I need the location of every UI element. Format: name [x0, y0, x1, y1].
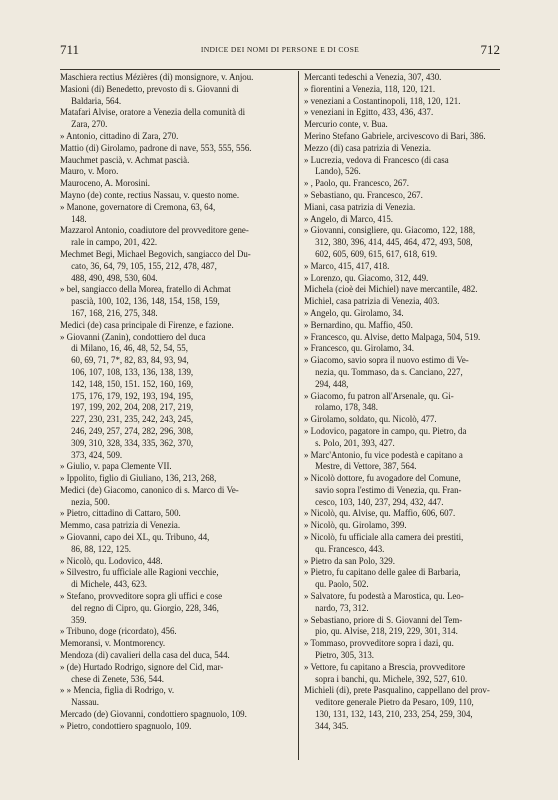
index-line: di Milano, 16, 46, 48, 52, 54, 55, [60, 343, 188, 354]
left-page-number: 711 [60, 42, 80, 57]
index-line: » Lodovico, pagatore in campo, qu. Pietro, da [304, 425, 467, 436]
index-line: » Stefano, provveditore sopra gli uffici e cose [60, 591, 223, 602]
index-line: » Sebastiano, qu. Francesco, 267. [304, 189, 423, 200]
index-line: Michieli (di), prete Pasqualino, cappellano del prov- [304, 685, 490, 696]
index-line: 60, 69, 71, 7*, 82, 83, 84, 93, 94, [60, 355, 189, 366]
index-line: Nassau. [60, 697, 99, 708]
index-line: chese di Zenete, 536, 544. [60, 673, 165, 684]
index-line: » bel, sangiacco della Morea, fratello di Achmat [60, 284, 231, 295]
index-line: » Nicolò, qu. Alvise, qu. Maffio, 606, 607. [304, 508, 456, 519]
index-line: Mestre, di Vettore, 387, 564. [304, 461, 417, 472]
index-line: » veneziani a Costantinopoli, 118, 120, 121. [304, 95, 461, 106]
index-line: sopra i banchi, qu. Michele, 392, 527, 610. [304, 673, 468, 684]
index-line: pio, qu. Alvise, 218, 219, 229, 301, 314. [304, 626, 458, 637]
index-line: Mercurio conte, v. Bua. [304, 119, 388, 130]
index-line: » Pietro da san Polo, 329. [304, 555, 395, 566]
index-line: del regno di Cipro, qu. Giorgio, 228, 346, [60, 602, 219, 613]
index-line: » Lucrezia, vedova di Francesco (di casa [304, 154, 449, 165]
index-line: » Salvatore, fu podestà a Marostica, qu. Leo- [304, 591, 464, 602]
index-line: Mayno (de) conte, rectius Nassau, v. questo nome. [60, 189, 240, 200]
index-line: rale in campo, 201, 422. [60, 237, 158, 248]
index-line: » veneziani in Egitto, 433, 436, 437. [304, 107, 434, 118]
index-line: Mattio (di) Girolamo, padrone di nave, 553, 555, 556. [60, 142, 252, 153]
index-line: 130, 131, 132, 143, 210, 233, 254, 259, 304, [304, 709, 473, 720]
index-line: Mazzarol Antonio, coadiutore del provveditore gene- [60, 225, 249, 236]
index-line: Michiel, casa patrizia di Venezia, 403. [304, 296, 440, 307]
index-line: Memmo, casa patrizia di Venezia. [60, 520, 181, 531]
index-line: 602, 605, 609, 615, 617, 618, 619. [304, 248, 438, 259]
index-line: Mauro, v. Moro. [60, 166, 119, 177]
header-rule [60, 69, 500, 70]
index-line: » » Mencia, figlia di Rodrigo, v. [60, 685, 175, 696]
index-line: Baldaria, 564. [60, 95, 122, 106]
index-line: 227, 230, 231, 235, 242, 243, 245, [60, 414, 194, 425]
index-line: Mendoza (di) cavalieri della casa del duca, 544. [60, 650, 230, 661]
index-line: » Nicolò dottore, fu avogadore del Comune, [304, 473, 461, 484]
index-line: » Nicolò, qu. Girolamo, 399. [304, 520, 407, 531]
index-line: di Michele, 443, 623. [60, 579, 148, 590]
index-line: » Sebastiano, priore di S. Giovanni del Tem- [304, 614, 463, 625]
index-line: » Giulio, v. papa Clemente VII. [60, 461, 172, 472]
index-line: 175, 176, 179, 192, 193, 194, 195, [60, 390, 194, 401]
index-line: » Angelo, qu. Girolamo, 34. [304, 307, 404, 318]
index-line: » Giacomo, savio sopra il nuovo estimo di Ve- [304, 355, 469, 366]
index-line: Memoransi, v. Montmorency. [60, 638, 166, 649]
index-line: Zara, 270. [60, 119, 108, 130]
index-line: » Manone, governatore di Cremona, 63, 64, [60, 201, 216, 212]
index-line: » fiorentini a Venezia, 118, 120, 121. [304, 83, 436, 94]
index-line: nezia, qu. Tommaso, da s. Canciano, 227, [304, 366, 463, 377]
index-line: 359. [60, 614, 87, 625]
index-line: 86, 88, 122, 125. [60, 543, 131, 554]
index-line: Medici (de) Giacomo, canonico di s. Marco di Ve- [60, 484, 239, 495]
index-line: » (de) Hurtado Rodrigo, signore del Cid, mar- [60, 661, 224, 672]
index-line: » Nicolò, qu. Lodovico, 448. [60, 555, 163, 566]
index-line: Merino Stefano Gabriele, arcivescovo di Bari, 386. [304, 130, 486, 141]
index-line: veditore generale Pietro da Pesaro, 109, 110, [304, 697, 474, 708]
index-line: nardo, 73, 312. [304, 602, 369, 613]
index-line: 142, 148, 150, 151. 152, 160, 169, [60, 378, 194, 389]
index-line: » Francesco, qu. Alvise, detto Malpaga, 504, 519. [304, 331, 481, 342]
index-line: Mauchmet pascià, v. Achmat pascià. [60, 154, 190, 165]
index-line: » Pietro, fu capitano delle galee di Barbaria, [304, 567, 461, 578]
index-line: » Girolamo, soldato, qu. Nicolò, 477. [304, 414, 437, 425]
index-line: 294, 448, [304, 378, 349, 389]
right-page-number: 712 [480, 42, 500, 57]
index-line: » Vettore, fu capitano a Brescia, provveditore [304, 661, 466, 672]
index-line: pascià, 100, 102, 136, 148, 154, 158, 159, [60, 296, 220, 307]
index-line: Maschiera rectius Mézières (di) monsignore, v. Anjou. [60, 72, 254, 82]
index-column-left [60, 72, 294, 733]
index-line: » Antonio, cittadino di Zara, 270. [60, 130, 179, 141]
index-line: qu. Paolo, 502. [304, 579, 369, 590]
index-line: » Marc'Antonio, fu vice podestà e capitano a [304, 449, 463, 460]
index-line: Mezzo (di) casa patrizia di Venezia. [304, 142, 431, 153]
index-line: 488, 490, 498, 530, 604. [60, 272, 158, 283]
index-line: » Ippolito, figlio di Giuliano, 136, 213, 268, [60, 473, 217, 484]
index-line: Medici (de) casa principale di Firenze, e fazione. [60, 319, 234, 330]
index-line: » Giovanni, consigliere, qu. Giacomo, 122, 188, [304, 225, 476, 236]
index-line: » Tribuno, doge (ricordato), 456. [60, 626, 177, 637]
index-line: nezia, 500. [60, 496, 110, 507]
index-line: » Pietro, condottiero spagnuolo, 109. [60, 720, 192, 731]
index-line: Miani, casa patrizia di Venezia. [304, 201, 416, 212]
index-line: Lando), 526. [304, 166, 361, 177]
index-line: » Lorenzo, qu. Giacomo, 312, 449. [304, 272, 429, 283]
index-line: » Angelo, di Marco, 415. [304, 213, 393, 224]
index-line: » Bernardino, qu. Maffio, 450. [304, 319, 413, 330]
index-line: 373, 424, 509. [60, 449, 123, 460]
index-line: » Giovanni (Zanin), condottiero del duca [60, 331, 206, 342]
index-line: » , Paolo, qu. Francesco, 267. [304, 178, 410, 189]
index-line: 246, 249, 257, 274, 282, 296, 308, [60, 425, 194, 436]
index-line: » Francesco, qu. Girolamo, 34. [304, 343, 414, 354]
index-line: » Nicolò, fu ufficiale alla camera dei prestiti, [304, 532, 464, 543]
index-line: 309, 310, 328, 334, 335, 362, 370, [60, 437, 194, 448]
index-line: Masioni (di) Benedetto, prevosto di s. Giovanni di [60, 83, 239, 94]
index-line: » Tommaso, provveditore sopra i dazi, qu. [304, 638, 454, 649]
index-line: cesco, 103, 140, 237, 294, 432, 447. [304, 496, 444, 507]
index-line: » Giovanni, capo dei XL, qu. Tribuno, 44, [60, 532, 210, 543]
index-line: 344, 345. [304, 720, 349, 731]
index-line: » Marco, 415, 417, 418. [304, 260, 390, 271]
index-line: » Silvestro, fu ufficiale alle Ragioni vecchie, [60, 567, 219, 578]
index-line: Mauroceno, A. Morosini. [60, 178, 150, 189]
index-line: cato, 36, 64, 79, 105, 155, 212, 478, 487, [60, 260, 217, 271]
index-line: » Pietro, cittadino di Cattaro, 500. [60, 508, 181, 519]
running-title: INDICE DEI NOMI DI PERSONE E DI COSE [200, 45, 360, 54]
index-line: 312, 380, 396, 414, 445, 464, 472, 493, 508, [304, 237, 473, 248]
index-line: » Giacomo, fu patron all'Arsenale, qu. Gi- [304, 390, 454, 401]
index-line: 106, 107, 108, 133, 136, 138, 139, [60, 366, 194, 377]
index-line: qu. Francesco, 443. [304, 543, 385, 554]
index-line: Michela (cioè dei Michiel) nave mercantile, 482. [304, 284, 478, 295]
index-line: rolamo, 178, 348. [304, 402, 378, 413]
index-line: s. Polo, 201, 393, 427. [304, 437, 395, 448]
index-line: Matafari Alvise, oratore a Venezia della comunità di [60, 107, 246, 118]
index-line: Mercanti tedeschi a Venezia, 307, 430. [304, 72, 442, 82]
index-column-right [304, 72, 502, 733]
index-line: Pietro, 305, 313. [304, 650, 375, 661]
index-line: 148. [60, 213, 87, 224]
index-line: 167, 168, 216, 275, 348. [60, 307, 158, 318]
page-header [60, 42, 500, 60]
index-line: Mercado (de) Giovanni, condottiero spagnuolo, 109. [60, 709, 247, 720]
index-line: 197, 199, 202, 204, 208, 217, 219, [60, 402, 194, 413]
column-divider [298, 71, 299, 760]
index-line: Mechmet Begi, Michael Begovich, sangiacco del Du- [60, 248, 251, 259]
index-line: savio sopra l'estimo di Venezia, qu. Fran- [304, 484, 462, 495]
